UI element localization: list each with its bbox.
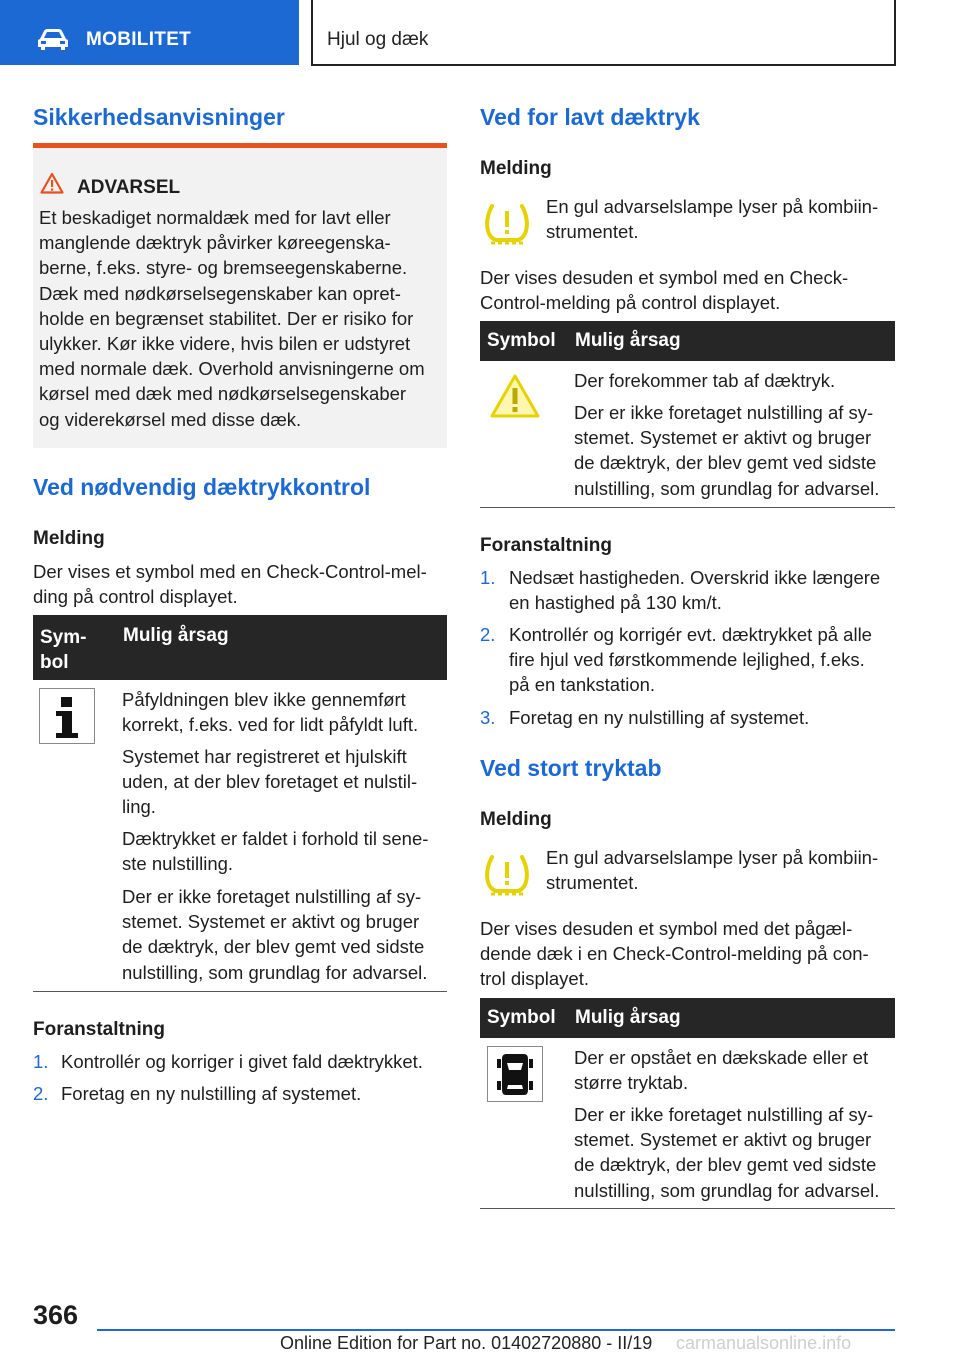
list-number: 1.	[480, 567, 496, 588]
low-pressure-heading: Ved for lavt dæktryk	[480, 104, 700, 130]
warning-triangle-icon	[489, 373, 541, 419]
table-header	[480, 321, 895, 361]
cause-column-header: Mulig årsag	[575, 1007, 681, 1028]
list-item: Kontrollér og korriger i givet fald dæktrykket.	[61, 1051, 423, 1072]
big-message-heading: Melding	[480, 809, 552, 830]
cause-cell: Systemet har registreret et hjulskift uden, at der blev foretaget et nulstil- ling.	[122, 746, 418, 818]
tire-pressure-warning-icon	[482, 201, 532, 247]
list-item: Kontrollér og korrigér evt. dæktrykket på alle fire hjul ved førstkommende lejlighed, f.eks. på en tankstation.	[509, 624, 872, 696]
list-number: 1.	[33, 1051, 49, 1072]
list-number: 2.	[480, 624, 496, 645]
cause-cell: Der er opstået en dækskade eller et større tryktab.	[574, 1047, 869, 1094]
big-cc-text: Der vises desuden et symbol med det pågæl- dende dæk i en Check-Control-melding på con- trol displayet.	[480, 918, 869, 989]
symbol-column-header: Symbol	[487, 330, 556, 351]
footer-rule	[97, 1329, 895, 1331]
info-icon	[39, 688, 95, 744]
low-action-heading: Foranstaltning	[480, 535, 612, 556]
message-heading: Melding	[33, 528, 105, 549]
table-header	[33, 615, 447, 680]
list-item: Nedsæt hastigheden. Overskrid ikke længere en hastighed på 130 km/t.	[509, 567, 881, 614]
list-item: Foretag en ny nulstilling af systemet.	[509, 707, 810, 728]
car-icon	[36, 27, 70, 53]
low-lamp-text: En gul advarselslampe lyser på kombiin- strumentet.	[546, 196, 879, 242]
symbol-column-header: Symbol	[487, 1007, 556, 1028]
warning-text: Et beskadiget normaldæk med for lavt eller manglende dæktryk påvirker køreegenska- berne, f.eks. styre- og bremseegenskaberne. Dæk med nødkørselsegenskaber kan opret- holde en begrænset stabilitet. Der er risiko for ulykker. Kør ikke videre, hvis bilen er udstyret med normale dæk. Overhold anvisningerne om kørsel med dæk med nødkørselsegenskaber og viderekørsel med disse dæk.	[39, 207, 425, 430]
table-divider	[33, 991, 447, 992]
cause-column-header: Mulig årsag	[123, 625, 229, 646]
list-number: 2.	[33, 1083, 49, 1104]
section-label: MOBILITET	[86, 29, 192, 50]
page-number: 366	[33, 1300, 79, 1330]
section-tab[interactable]	[0, 0, 299, 65]
warning-title: ADVARSEL	[77, 177, 181, 198]
car-tire-damage-icon	[487, 1046, 543, 1102]
breadcrumb	[311, 0, 896, 66]
table-divider	[480, 1208, 895, 1209]
warning-triangle-icon	[40, 172, 64, 194]
action-heading: Foranstaltning	[33, 1019, 165, 1040]
cause-cell: Påfyldningen blev ikke gennemført korrekt, f.eks. ved for lidt påfyldt luft.	[122, 689, 419, 736]
tire-pressure-warning-icon	[482, 852, 532, 898]
big-loss-heading: Ved stort tryktab	[480, 755, 662, 781]
message-text: Der vises et symbol med en Check-Control-mel- ding på control displayet.	[33, 561, 427, 607]
breadcrumb-label: Hjul og dæk	[327, 29, 429, 50]
safety-heading: Sikkerhedsanvisninger	[33, 104, 285, 130]
cause-cell: Der er ikke foretaget nulstilling af sy- stemet. Systemet er aktivt og bruger de dæktryk, der blev gemt ved sidste nulstilling, som grundlag for advarsel.	[574, 1104, 880, 1201]
pressure-check-heading: Ved nødvendig dæktrykkontrol	[33, 474, 371, 500]
big-lamp-text: En gul advarselslampe lyser på kombiin- strumentet.	[546, 847, 879, 893]
symbol-column-header: Sym- bol	[40, 627, 87, 673]
cause-cell: Der er ikke foretaget nulstilling af sy- stemet. Systemet er aktivt og bruger de dæktryk, der blev gemt ved sidste nulstilling, som grundlag for advarsel.	[122, 886, 428, 983]
low-message-heading: Melding	[480, 158, 552, 179]
edition-text: Online Edition for Part no. 01402720880 - II/19	[280, 1333, 653, 1353]
cause-cell: Dæktrykket er faldet i forhold til sene- ste nulstilling.	[122, 828, 429, 875]
watermark: carmanualsonline.info	[676, 1333, 852, 1353]
cause-cell: Der er ikke foretaget nulstilling af sy- stemet. Systemet er aktivt og bruger de dæktryk, der blev gemt ved sidste nulstilling, som grundlag for advarsel.	[574, 402, 880, 499]
table-divider	[480, 507, 895, 508]
low-cc-text: Der vises desuden et symbol med en Check- Control-melding på control displayet.	[480, 267, 849, 313]
warning-box	[33, 143, 447, 448]
table-header	[480, 998, 895, 1038]
cause-cell: Der forekommer tab af dæktryk.	[574, 370, 836, 391]
list-item: Foretag en ny nulstilling af systemet.	[61, 1083, 362, 1104]
list-number: 3.	[480, 707, 496, 728]
cause-column-header: Mulig årsag	[575, 330, 681, 351]
